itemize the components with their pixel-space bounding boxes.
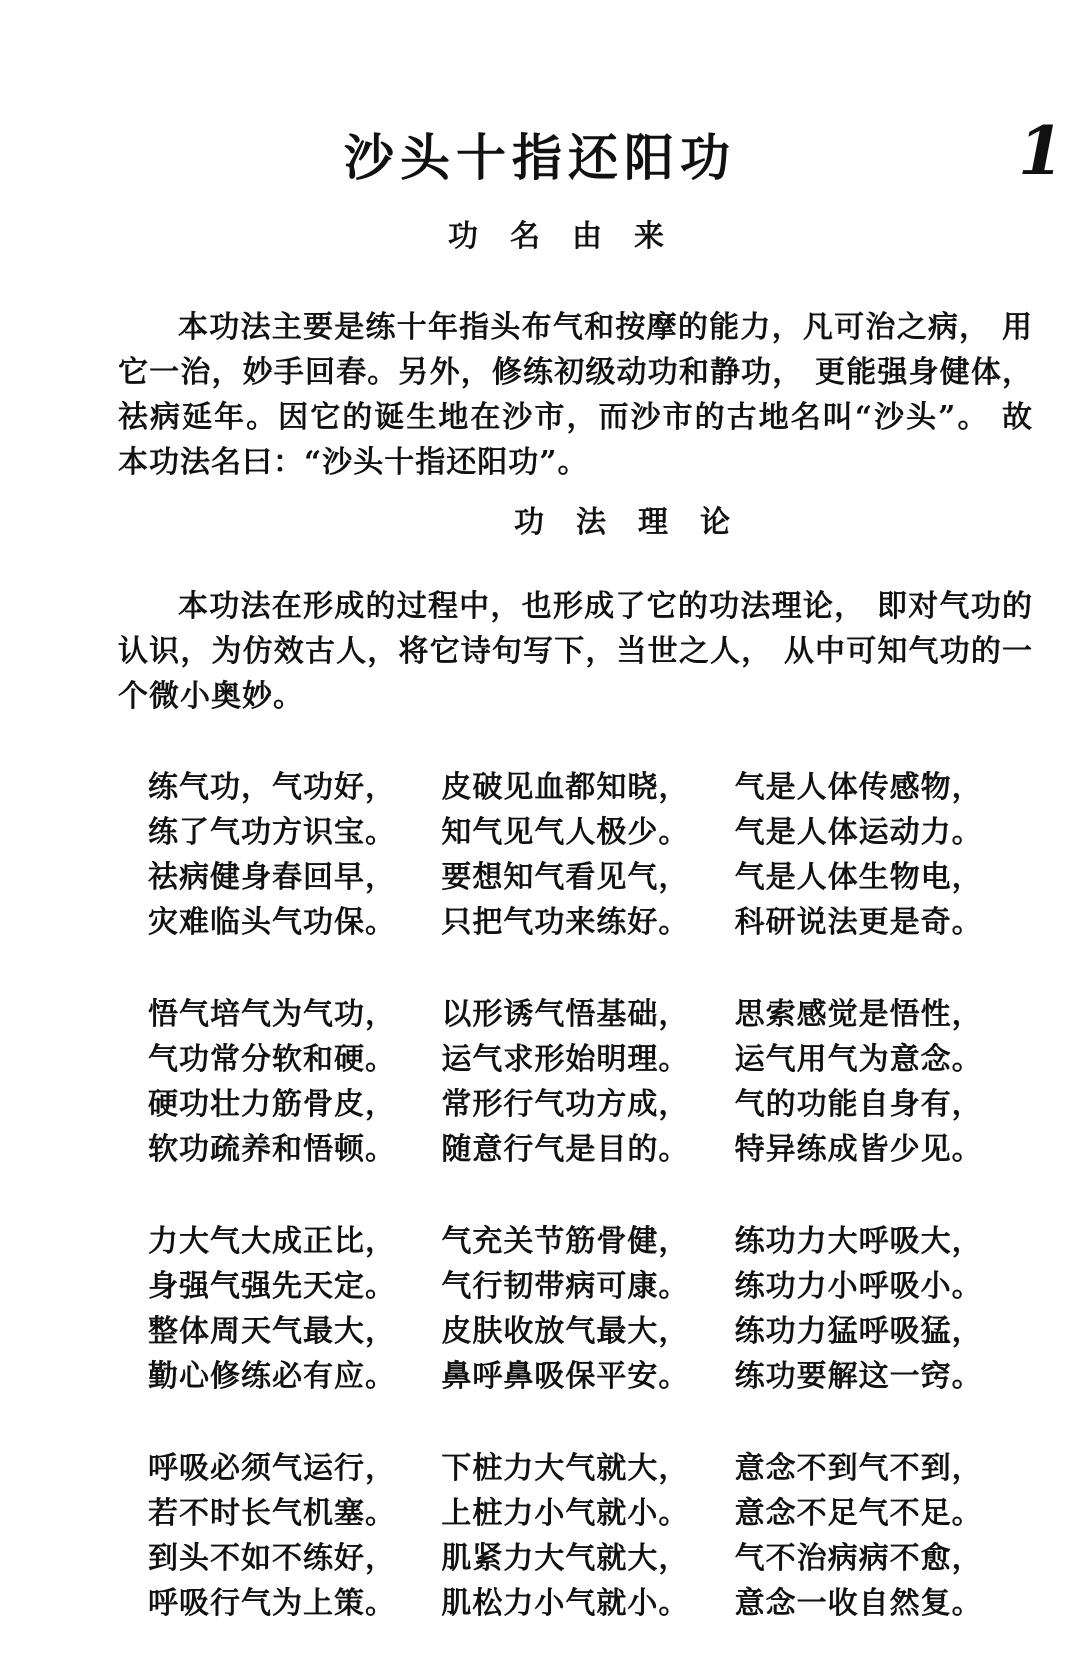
verse-line: 知气见气人极少。 bbox=[441, 815, 690, 850]
verse-line: 气的功能自身有， bbox=[734, 1087, 983, 1122]
verse-line: 气充关节筋骨健， bbox=[441, 1224, 690, 1259]
verse-line: 鼻呼鼻吸保平安。 bbox=[441, 1359, 690, 1394]
verse-line: 练了气功方识宝。 bbox=[148, 815, 396, 850]
verse-line: 意念一收自然复。 bbox=[734, 1586, 983, 1621]
verse-line: 只把气功来练好。 bbox=[441, 905, 690, 940]
verse-line: 整体周天气最大， bbox=[148, 1314, 396, 1349]
verse-line: 皮破见血都知晓， bbox=[441, 770, 690, 805]
section-paragraph-origin: 本功法主要是练十年指头布气和按摩的能力，凡可治之病， 用它一治，妙手回春。另外，修练初级动功和静功， 更能强身健体，祛病延年。因它的诞生地在沙市，而沙市的古地名叫“沙头”。 故本功法名曰：“沙头十指还阳功”。 bbox=[118, 310, 1033, 480]
verse-line: 练气功，气功好， bbox=[148, 770, 396, 805]
verse-line: 气是人体生物电， bbox=[734, 860, 983, 895]
verse-column bbox=[735, 765, 1028, 945]
verse-column bbox=[735, 1219, 1028, 1399]
verse-line: 练功力小呼吸小。 bbox=[734, 1269, 983, 1304]
verse-column bbox=[148, 1446, 441, 1626]
verse-line: 若不时长气机塞。 bbox=[148, 1496, 396, 1531]
verse-line: 运气用气为意念。 bbox=[734, 1042, 983, 1077]
verse-line: 思索感觉是悟性， bbox=[734, 997, 983, 1032]
verse-line: 身强气强先天定。 bbox=[148, 1269, 396, 1304]
verse-line: 常形行气功方成， bbox=[441, 1087, 690, 1122]
verse-column bbox=[735, 1446, 1028, 1626]
verse-column bbox=[148, 1219, 441, 1399]
verse-line: 呼吸行气为上策。 bbox=[148, 1586, 396, 1621]
verse-line: 祛病健身春回早， bbox=[148, 860, 396, 895]
verse-line: 气行韧带病可康。 bbox=[441, 1269, 690, 1304]
stanza-row bbox=[148, 765, 1028, 945]
verse-line: 勤心修练必有应。 bbox=[148, 1359, 396, 1394]
verse-line: 下桩力大气就大， bbox=[441, 1451, 690, 1486]
verse-line: 悟气培气为气功， bbox=[148, 997, 396, 1032]
verse-line: 要想知气看见气， bbox=[441, 860, 690, 895]
verse-line: 气是人体传感物， bbox=[734, 770, 983, 805]
verse-line: 呼吸必须气运行， bbox=[148, 1451, 396, 1486]
verse-line: 练功要解这一窍。 bbox=[734, 1359, 983, 1394]
verse-line: 气是人体运动力。 bbox=[734, 815, 983, 850]
section-paragraph-theory: 本功法在形成的过程中，也形成了它的功法理论， 即对气功的认识，为仿效古人，将它诗句写下，当世之人， 从中可知气功的一个微小奥妙。 bbox=[118, 589, 1033, 714]
verse-line: 练功力大呼吸大， bbox=[734, 1224, 983, 1259]
stanza-row bbox=[148, 1446, 1028, 1626]
page-title: 沙头十指还阳功 bbox=[344, 128, 736, 187]
verse-line: 皮肤收放气最大， bbox=[441, 1314, 690, 1349]
page-number: 1 bbox=[1018, 112, 1064, 190]
verse-column bbox=[441, 1446, 734, 1626]
stanza-row bbox=[148, 1219, 1028, 1399]
verse-line: 练功力猛呼吸猛， bbox=[734, 1314, 983, 1349]
section-heading-origin: 功名由来 bbox=[448, 219, 696, 254]
verse-line: 科研说法更是奇。 bbox=[734, 905, 983, 940]
verse-line: 运气求形始明理。 bbox=[441, 1042, 690, 1077]
verse-column bbox=[441, 1219, 734, 1399]
verse-line: 硬功壮力筋骨皮， bbox=[148, 1087, 396, 1122]
verse-line: 气功常分软和硬。 bbox=[148, 1042, 396, 1077]
verse-column bbox=[441, 765, 734, 945]
verse-line: 意念不足气不足。 bbox=[734, 1496, 983, 1531]
verse-line: 随意行气是目的。 bbox=[441, 1132, 690, 1167]
poem-grid bbox=[148, 765, 1028, 1673]
verse-column bbox=[148, 765, 441, 945]
verse-line: 以形诱气悟基础， bbox=[441, 997, 690, 1032]
verse-line: 灾难临头气功保。 bbox=[148, 905, 396, 940]
verse-line: 气不治病病不愈， bbox=[734, 1541, 983, 1576]
verse-line: 肌松力小气就小。 bbox=[441, 1586, 690, 1621]
verse-line: 特异练成皆少见。 bbox=[734, 1132, 983, 1167]
verse-line: 力大气大成正比， bbox=[148, 1224, 396, 1259]
stanza-row bbox=[148, 992, 1028, 1172]
verse-line: 意念不到气不到， bbox=[734, 1451, 983, 1486]
section-heading-theory: 功法理论 bbox=[514, 505, 762, 540]
verse-line: 软功疏养和悟顿。 bbox=[148, 1132, 396, 1167]
verse-column bbox=[735, 992, 1028, 1172]
verse-line: 肌紧力大气就大， bbox=[441, 1541, 690, 1576]
verse-line: 到头不如不练好， bbox=[148, 1541, 396, 1576]
verse-column bbox=[148, 992, 441, 1172]
verse-line: 上桩力小气就小。 bbox=[441, 1496, 690, 1531]
verse-column bbox=[441, 992, 734, 1172]
